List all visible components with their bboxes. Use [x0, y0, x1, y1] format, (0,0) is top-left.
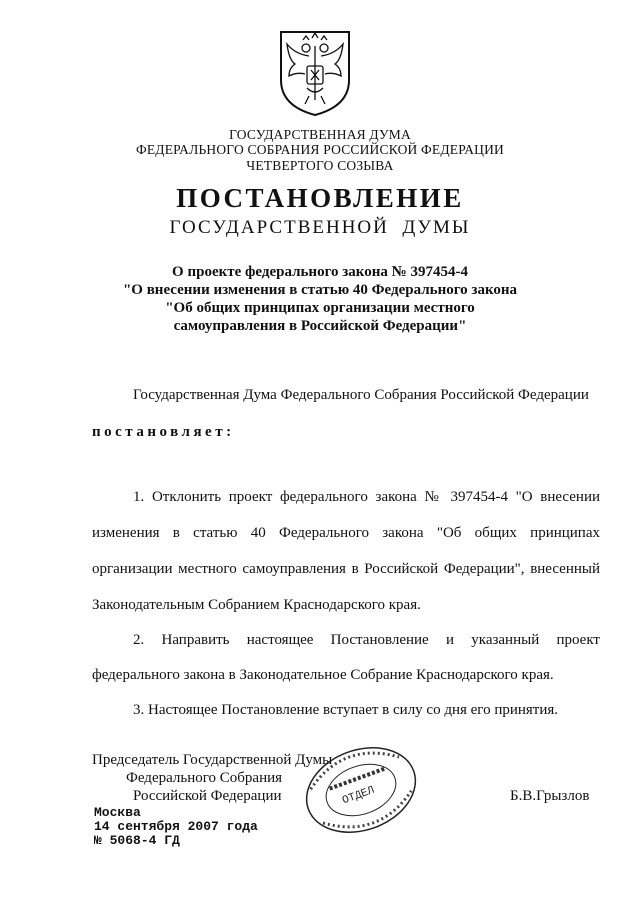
- item1-line-4: Законодательным Собранием Краснодарского края.: [92, 597, 421, 613]
- signature-position-line-3: Российской Федерации: [133, 788, 282, 804]
- footer-date: 14 сентября 2007 года: [94, 819, 258, 834]
- draft-line-1: О проекте федерального закона № 397454-4: [172, 264, 468, 280]
- document-subtitle: ГОСУДАРСТВЕННОЙ ДУМЫ: [169, 217, 471, 238]
- signature-position-line-1: Председатель Государственной Думы: [92, 752, 333, 768]
- document-title: ПОСТАНОВЛЕНИЕ: [176, 183, 464, 213]
- resolves-text: постановляет:: [92, 424, 235, 440]
- draft-line-3: "Об общих принципах организации местного: [165, 300, 475, 316]
- intro-text: Государственная Дума Федерального Собрания Российской Федерации: [133, 387, 589, 403]
- header-line-2: ФЕДЕРАЛЬНОГО СОБРАНИЯ РОССИЙСКОЙ ФЕДЕРАЦИИ: [136, 142, 504, 157]
- item2-line-2: федерального закона в Законодательное Собрание Краснодарского края.: [92, 667, 554, 683]
- header-line-3: ЧЕТВЕРТОГО СОЗЫВА: [246, 158, 394, 173]
- signature-position-line-2: Федерального Собрания: [126, 770, 283, 786]
- item3-text: 3. Настоящее Постановление вступает в силу со дня его принятия.: [133, 702, 559, 718]
- state-emblem-icon: [275, 26, 355, 118]
- item1-line-1: 1. Отклонить проект федерального закона № 397454-4 "О внесении: [133, 489, 600, 505]
- stamp-center-text: ОТДЕЛ: [340, 784, 377, 808]
- signatory-name: Б.В.Грызлов: [510, 788, 590, 804]
- item1-line-2: изменения в статью 40 Федерального закона "Об общих принципах: [92, 525, 600, 541]
- footer-number: № 5068-4 ГД: [94, 833, 180, 848]
- header-line-1: ГОСУДАРСТВЕННАЯ ДУМА: [229, 127, 411, 142]
- footer-city: Москва: [94, 805, 141, 820]
- draft-line-4: самоуправления в Российской Федерации": [173, 318, 467, 334]
- item1-line-3: организации местного самоуправления в Российской Федерации", внесенный: [92, 561, 600, 577]
- item2-line-1: 2. Направить настоящее Постановление и указанный проект: [133, 632, 600, 648]
- draft-line-2: "О внесении изменения в статью 40 Федерального закона: [122, 282, 518, 298]
